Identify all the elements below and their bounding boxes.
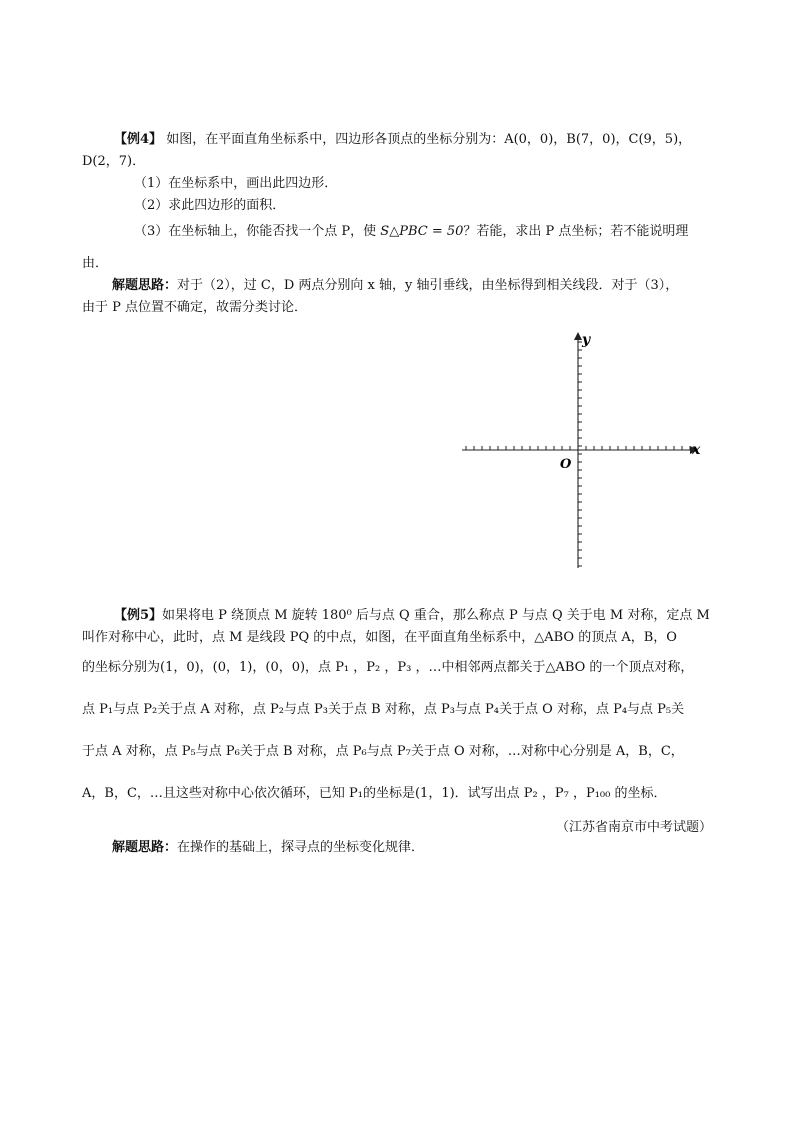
example-5-line-1 (114, 604, 710, 623)
example-5-line-3: 的坐标分别为(1，0)，(0，1)，(0，0)，点 P₁ ，P₂ ，P₃ ，…中相邻两点都关于△ABO 的一个顶点对称， (82, 660, 694, 675)
question-3-pre: （3）在坐标轴上，你能否找一个点 P，使 (134, 224, 377, 239)
x-axis-label: x (692, 442, 701, 458)
x-axis (462, 446, 698, 454)
y-axis-label: y (582, 332, 591, 348)
example-5-source: （江苏省南京市中考试题） (555, 820, 712, 835)
example-5-label: 【例5】 (114, 608, 163, 623)
example-4-question-2: （2）求此四边形的面积． (134, 198, 286, 213)
example-4-question-1: （1）在坐标系中，画出此四边形． (134, 176, 338, 191)
example-5-hint (112, 836, 424, 855)
example-4-hint-line-2: 由于 P 点位置不确定，故需分类讨论． (82, 300, 308, 315)
example-5-line-2: 叫作对称中心，此时，点 M 是线段 PQ 的中点，如图，在平面直角坐标系中，△ABO 的顶点 A，B，O (82, 630, 677, 645)
example-5-line-6: A，B，C，…且这些对称中心依次循环，已知 P₁的坐标是(1，1)．试写出点 P₂ ，P₇ ，P₁₀₀ 的坐标． (82, 786, 667, 801)
example-4-points-line2: D(2，7)． (82, 154, 146, 169)
hint-label: 解题思路： (112, 278, 178, 293)
origin-label: O (560, 457, 572, 472)
hint-label: 解题思路： (112, 840, 178, 855)
example-4-points: A(0，0)，B(7，0)，C(9，5)， (504, 132, 692, 147)
y-axis-ticks (578, 342, 582, 566)
example-4-hint (112, 274, 678, 293)
example-4-intro: 如图，在平面直角坐标系中，四边形各顶点的坐标分别为： (166, 132, 505, 147)
example-4-question-3 (134, 220, 688, 239)
coordinate-axes-figure (458, 328, 708, 578)
example-5-line-4: 点 P₁与点 P₂关于点 A 对称，点 P₂与点 P₃关于点 B 对称，点 P₃与点 P₄关于点 O 对称，点 P₄与点 P₅关 (82, 702, 685, 717)
hint-line-1: 对于（2），过 C，D 两点分别向 x 轴，y 轴引垂线，由坐标得到相关线段．对于（3）， (177, 278, 679, 293)
question-3-formula: S△PBC = 50 (380, 224, 464, 239)
example-5-text-1: 如果将电 P 绕顶点 M 旋转 180⁰ 后与点 Q 重合，那么称点 P 与点 Q 关于电 M 对称，定点 M (162, 608, 710, 623)
hint-text: 在操作的基础上，探寻点的坐标变化规律． (177, 840, 425, 855)
question-3-post: ？若能，求出 P 点坐标；若不能说明理 (463, 224, 689, 239)
example-4-label: 【例4】 (114, 132, 163, 147)
example-4-question-3-end: 由． (82, 256, 109, 271)
example-5-line-5: 于点 A 对称，点 P₅与点 P₆关于点 B 对称，点 P₆与点 P₇关于点 O 对称，…对称中心分别是 A，B，C， (82, 744, 684, 759)
example-4-line-1 (114, 128, 691, 147)
